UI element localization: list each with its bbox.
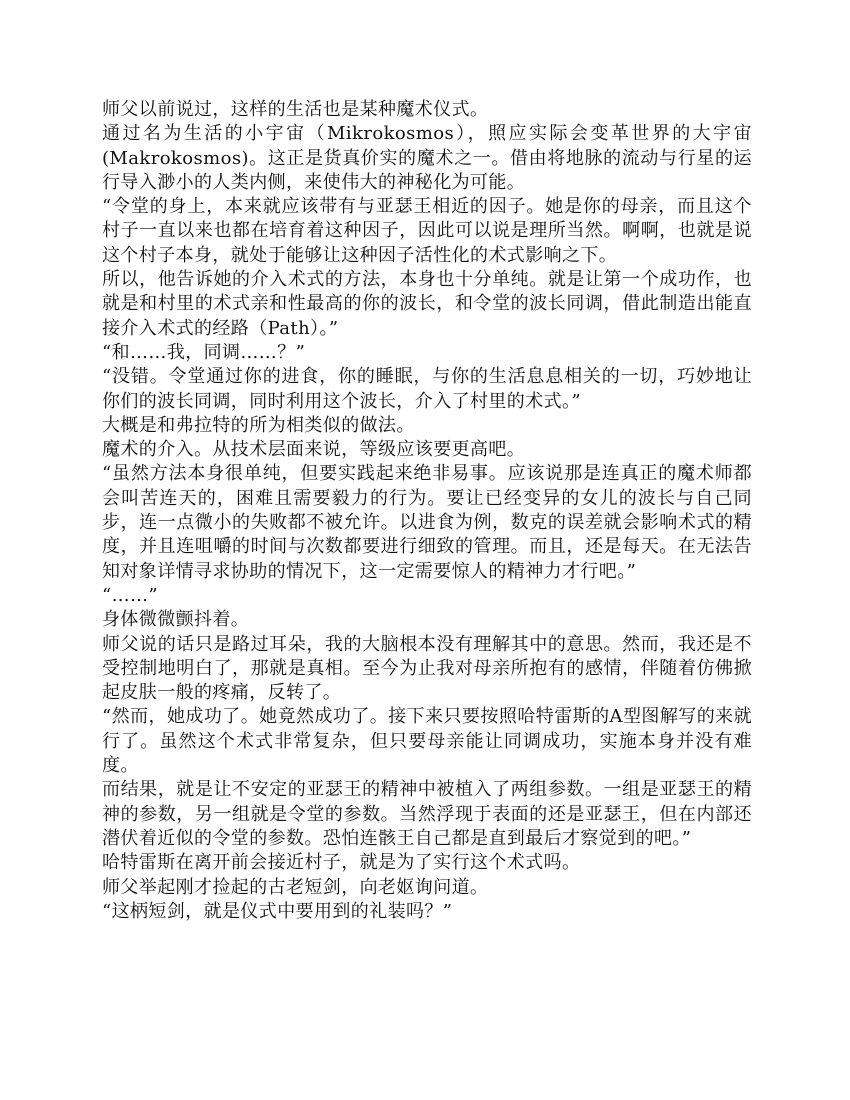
- paragraph: 师父说的话只是路过耳朵，我的大脑根本没有理解其中的意思。然而，我还是不受控制地明白了，那就是真相。至今为止我对母亲所抱有的感情，伴随着仿佛掀起皮肤一般的疼痛，反转了。: [102, 633, 752, 704]
- paragraph: “没错。令堂通过你的进食，你的睡眠，与你的生活息息相关的一切，巧妙地让你们的波长同调，同时利用这个波长，介入了村里的术式。”: [102, 366, 752, 412]
- paragraph: “和……我，同调……？”: [102, 341, 306, 363]
- paragraph: 哈特雷斯在离开前会接近村子，就是为了实行这个术式吗。: [102, 852, 581, 874]
- paragraph: 师父以前说过，这样的生活也是某种魔术仪式。: [102, 99, 489, 120]
- paragraph: “令堂的身上，本来就应该带有与亚瑟王相近的因子。她是你的母亲，而且这个村子一直以来也都在培育着这种因子，因此可以说是理所当然。啊啊，也就是说这个村子本身，就处于能够让这种因子活性化的术式影响之下。: [102, 196, 752, 266]
- paragraph: “……”: [102, 584, 159, 606]
- paragraph: 所以，他告诉她的介入术式的方法，本身也十分单纯。就是让第一个成功作，也就是和村里的术式亲和性最高的你的波长，和令堂的波长同调，借此制造出能直接介入术式的经路（Path）。”: [102, 269, 752, 339]
- paragraph: “这柄短剑，就是仪式中要用到的礼装吗？”: [102, 900, 453, 922]
- document-body: [102, 98, 752, 924]
- paragraph: 师父举起刚才捡起的古老短剑，向老妪询问道。: [102, 876, 489, 898]
- paragraph: “虽然方法本身很单纯，但要实践起来绝非易事。应该说那是连真正的魔术师都会叫苦连天的，困难且需要毅力的行为。要让已经变异的女儿的波长与自己同步，连一点微小的失败都不被允许。以进食为例，数克的误差就会影响术式的精度，并且连咀嚼的时间与次数都要进行细致的管理。而且，还是每天。在无法告知对象详情寻求协助的情况下，这一定需要惊人的精神力才行吧。”: [102, 463, 752, 582]
- paragraph: 而结果，就是让不安定的亚瑟王的精神中被植入了两组参数。一组是亚瑟王的精神的参数，另一组就是令堂的参数。当然浮现于表面的还是亚瑟王，但在内部还潜伏着近似的令堂的参数。恐怕连骸王自己都是直到最后才察觉到的吧。”: [102, 779, 752, 849]
- paragraph: 大概是和弗拉特的所为相类似的做法。: [102, 414, 415, 436]
- paragraph: “然而，她成功了。她竟然成功了。接下来只要按照哈特雷斯的A型图解写的来就行了。虽然这个术式非常复杂，但只要母亲能让同调成功，实施本身并没有难度。: [102, 706, 752, 777]
- paragraph: 身体微微颤抖着。: [102, 609, 250, 631]
- paragraph: 魔术的介入。从技术层面来说，等级应该要更高吧。: [102, 439, 526, 461]
- paragraph: 通过名为生活的小宇宙（Mikrokosmos），照应实际会变革世界的大宇宙(Makrokosmos)。这正是货真价实的魔术之一。借由将地脉的流动与行星的运行导入渺小的人类内侧，来使伟大的神秘化为可能。: [102, 123, 752, 193]
